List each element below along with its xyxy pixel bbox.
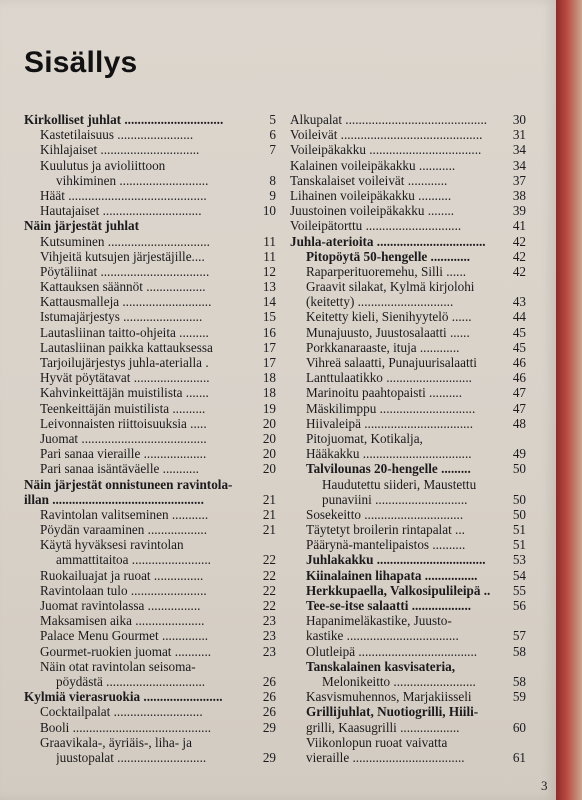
toc-entry-page: 11 — [263, 233, 276, 249]
toc-entry — [290, 492, 526, 507]
toc-entry-page: 37 — [512, 172, 526, 188]
toc-entry-title: Pari sanaa isäntäväelle ........... — [40, 461, 199, 477]
toc-entry-title: Hapanimeläkastike, Juusto- — [306, 613, 452, 629]
toc-entry-page: 14 — [262, 294, 276, 310]
toc-entry — [290, 112, 526, 127]
toc-entry — [24, 659, 276, 674]
toc-entry — [24, 689, 276, 704]
toc-entry-title: Raparperituoremehu, Silli ...... — [306, 263, 467, 279]
toc-entry-title: Pari sanaa vieraille ................... — [40, 446, 207, 462]
toc-entry-title: Voileipäkakku .................................. — [290, 142, 482, 158]
toc-entry — [290, 294, 526, 309]
toc-entry-page: 21 — [262, 522, 276, 538]
toc-entry-page: 9 — [269, 187, 276, 203]
toc-entry-title: Tanskalainen kasvisateria, — [306, 658, 456, 674]
toc-entry — [24, 674, 276, 689]
toc-entry-title: Ruokailuajat ja ruoat ............... — [40, 567, 204, 583]
toc-entry — [24, 568, 276, 583]
toc-entry — [24, 720, 276, 735]
toc-entry-page: 58 — [512, 643, 526, 659]
toc-entry-page: 21 — [262, 506, 276, 522]
toc-entry — [24, 492, 276, 507]
toc-entry-page: 47 — [512, 400, 526, 416]
toc-entry — [24, 173, 276, 188]
toc-entry-page: 26 — [262, 673, 276, 689]
toc-entry-page: 39 — [512, 203, 526, 219]
toc-entry — [290, 461, 526, 476]
toc-entry — [24, 735, 276, 750]
toc-entry-page: 23 — [262, 643, 276, 659]
toc-entry-title: Kihlajaiset .............................. — [40, 142, 200, 158]
toc-entry — [290, 340, 526, 355]
toc-entry-title: Hyvät pöytätavat ....................... — [40, 370, 210, 386]
book-cover-edge — [556, 0, 582, 800]
toc-entry — [290, 370, 526, 385]
toc-entry — [24, 750, 276, 765]
toc-entry-title: Näin otat ravintolan seisoma- — [40, 658, 196, 674]
toc-entry — [290, 568, 526, 583]
toc-entry-title: Hautajaiset .............................. — [40, 203, 202, 219]
toc-entry-page: 10 — [262, 203, 276, 219]
toc-entry-page: 17 — [262, 355, 276, 370]
toc-entry-page: 18 — [262, 370, 276, 386]
toc-entry — [24, 112, 276, 127]
toc-entry — [24, 218, 276, 233]
page-title: Sisällys — [24, 46, 138, 79]
toc-entry-title: Kiinalainen lihapata ................ — [306, 567, 478, 583]
toc-entry-title: Lautasliinan taitto-ohjeita ......... — [40, 324, 209, 340]
toc-entry-page: 20 — [262, 446, 276, 462]
toc-entry-page: 19 — [262, 400, 276, 416]
toc-entry — [290, 689, 526, 704]
toc-entry-title: vieraille .................................. — [306, 749, 465, 765]
toc-entry — [24, 704, 276, 719]
toc-entry-page: 20 — [262, 461, 276, 477]
toc-entry-title: Vihjeitä kutsujen järjestäjille.... — [40, 248, 205, 264]
toc-entry — [290, 552, 526, 567]
toc-entry-title: Lihainen voileipäkakku .......... — [290, 187, 452, 203]
toc-entry-title: Kutsuminen ............................... — [40, 233, 210, 249]
toc-entry-page: 22 — [262, 552, 276, 568]
toc-entry-title: Tanskalaiset voileivät ............ — [290, 172, 448, 188]
toc-entry-title: (keitetty) ............................. — [306, 294, 454, 310]
toc-entry-page: 46 — [512, 370, 526, 386]
toc-entry — [290, 173, 526, 188]
toc-entry-title: juustopalat ........................... — [56, 749, 207, 765]
toc-entry-title: vihkiminen ........................... — [56, 172, 209, 188]
toc-entry-page: 21 — [262, 491, 276, 507]
toc-entry-title: Gourmet-ruokien juomat ........... — [40, 643, 212, 659]
toc-entry — [24, 355, 276, 370]
toc-entry-page: 42 — [512, 248, 526, 264]
toc-entry — [24, 188, 276, 203]
toc-entry — [290, 598, 526, 613]
toc-entry-page: 44 — [512, 309, 526, 325]
toc-entry-title: Mäskilimppu ............................. — [306, 400, 476, 416]
toc-entry-title: Juustoinen voileipäkakku ........ — [290, 203, 455, 219]
toc-entry — [290, 309, 526, 324]
toc-entry-title: Booli .......................................... — [40, 719, 212, 735]
toc-entry-title: Graavit silakat, Kylmä kirjolohi — [306, 279, 475, 295]
toc-entry-title: Näin järjestät onnistuneen ravintola- — [24, 476, 233, 492]
toc-entry-page: 46 — [512, 355, 526, 370]
toc-entry-page: 22 — [262, 567, 276, 583]
toc-entry — [24, 158, 276, 173]
toc-entry-page: 42 — [512, 263, 526, 279]
toc-entry — [24, 370, 276, 385]
toc-entry — [24, 416, 276, 431]
toc-entry-title: Olutleipä .................................... — [306, 643, 478, 659]
toc-entry — [290, 416, 526, 431]
toc-entry-page: 53 — [512, 552, 526, 568]
toc-entry — [290, 158, 526, 173]
toc-entry — [24, 507, 276, 522]
toc-entry-title: Hiivaleipä ................................. — [306, 415, 474, 431]
toc-entry-title: Kahvinkeittäjän muistilista ....... — [40, 385, 209, 401]
toc-entry-title: Lanttulaatikko .......................... — [306, 370, 472, 386]
toc-entry — [290, 674, 526, 689]
toc-entry — [24, 583, 276, 598]
toc-entry — [24, 264, 276, 279]
toc-entry — [24, 461, 276, 476]
toc-entry-title: Tee-se-itse salaatti .................. — [306, 598, 472, 613]
toc-entry — [290, 431, 526, 446]
toc-entry — [24, 279, 276, 294]
toc-entry-title: Pöydän varaaminen .................. — [40, 522, 208, 538]
toc-entry-page: 15 — [262, 309, 276, 325]
toc-entry-title: Voileivät ........................................... — [290, 127, 483, 143]
toc-entry-title: Munajuusto, Juustosalaatti ...... — [306, 324, 470, 340]
toc-entry-title: Marinoitu paahtopaisti .......... — [306, 385, 463, 401]
toc-entry-page: 20 — [262, 430, 276, 446]
toc-entry-title: Teenkeittäjän muistilista .......... — [40, 400, 206, 416]
toc-entry-page: 50 — [512, 461, 526, 477]
page-number: 3 — [541, 778, 548, 793]
toc-entry — [24, 401, 276, 416]
toc-entry-title: Pitopöytä 50-hengelle ............ — [306, 248, 471, 264]
toc-entry — [24, 537, 276, 552]
toc-entry-title: Porkkanaraaste, ituja ............ — [306, 339, 460, 355]
toc-entry — [290, 446, 526, 461]
toc-entry-page: 45 — [512, 339, 526, 355]
toc-entry — [290, 203, 526, 218]
toc-entry-title: Hääkakku ................................. — [306, 446, 472, 462]
toc-entry-title: Maksamisen aika ..................... — [40, 613, 205, 629]
toc-entry — [24, 552, 276, 567]
toc-entry-page: 34 — [512, 157, 526, 173]
toc-entry-page: 29 — [262, 749, 276, 765]
toc-entry — [24, 203, 276, 218]
toc-entry — [24, 249, 276, 264]
toc-entry-title: Juomat ravintolassa ................ — [40, 598, 201, 613]
toc-entry — [290, 735, 526, 750]
toc-entry-title: Palace Menu Gourmet .............. — [40, 628, 209, 644]
toc-entry-title: Täytetyt broilerin rintapalat ... — [306, 522, 465, 538]
toc-entry-page: 23 — [262, 613, 276, 629]
toc-entry-page: 42 — [512, 233, 526, 249]
toc-entry — [290, 720, 526, 735]
toc-entry — [290, 385, 526, 400]
toc-entry-title: Häät .......................................... — [40, 187, 207, 203]
toc-entry-title: Keitetty kieli, Sienihyytelö ...... — [306, 309, 472, 325]
toc-entry-title: kastike .................................. — [306, 628, 459, 644]
toc-entry-title: Istumajärjestys ........................ — [40, 309, 203, 325]
toc-entry-page: 22 — [262, 582, 276, 598]
toc-entry-page: 6 — [269, 127, 276, 143]
toc-entry-page: 5 — [269, 112, 276, 127]
toc-entry — [24, 431, 276, 446]
toc-entry-title: Voileipätorttu ............................. — [290, 218, 462, 234]
toc-entry-page: 29 — [262, 719, 276, 735]
toc-entry-title: Kattauksen säännöt .................. — [40, 279, 206, 295]
toc-entry — [24, 446, 276, 461]
toc-entry — [290, 507, 526, 522]
toc-entry-page: 51 — [512, 537, 526, 553]
toc-entry — [290, 355, 526, 370]
toc-entry — [290, 644, 526, 659]
toc-entry-page: 47 — [512, 385, 526, 401]
toc-entry-page: 34 — [512, 142, 526, 158]
toc-entry — [290, 750, 526, 765]
toc-entry — [290, 127, 526, 142]
toc-entry-page: 17 — [262, 339, 276, 355]
toc-entry-title: Juhla-aterioita ................................. — [290, 233, 486, 249]
toc-entry-title: Kalainen voileipäkakku ........... — [290, 157, 456, 173]
toc-entry-title: Juomat ...................................... — [40, 430, 207, 446]
toc-entry — [290, 188, 526, 203]
toc-entry-title: punaviini ............................ — [322, 491, 468, 507]
toc-entry — [290, 401, 526, 416]
toc-entry-page: 12 — [262, 263, 276, 279]
toc-entry — [290, 613, 526, 628]
toc-entry-title: Pitojuomat, Kotikalja, — [306, 430, 423, 446]
toc-entry — [290, 264, 526, 279]
toc-entry-title: Käytä hyväksesi ravintolan — [40, 537, 184, 553]
toc-entry-title: pöydästä .............................. — [56, 673, 206, 689]
toc-entry-title: Melonikeitto ......................... — [322, 673, 476, 689]
toc-entry-title: Ravintolan valitseminen ........... — [40, 506, 209, 522]
toc-entry — [24, 127, 276, 142]
toc-entry-page: 18 — [262, 385, 276, 401]
toc-entry-page: 49 — [512, 446, 526, 462]
toc-entry-page: 45 — [512, 324, 526, 340]
toc-entry-page: 31 — [512, 127, 526, 143]
toc-entry-page: 22 — [262, 598, 276, 613]
toc-entry — [24, 325, 276, 340]
toc-entry-page: 59 — [512, 689, 526, 705]
toc-entry-page: 51 — [512, 522, 526, 538]
toc-entry — [290, 659, 526, 674]
toc-entry — [24, 477, 276, 492]
toc-entry-title: Cocktailpalat ........................... — [40, 704, 203, 720]
toc-entry-page: 41 — [512, 218, 526, 234]
toc-entry-title: Alkupalat ........................................... — [290, 112, 488, 127]
toc-entry — [24, 294, 276, 309]
toc-entry — [290, 583, 526, 598]
toc-entry-page: 8 — [269, 172, 276, 188]
toc-entry-title: Kastetilaisuus ....................... — [40, 127, 194, 143]
toc-entry-page: 26 — [262, 689, 276, 705]
toc-entry-title: Herkkupaella, Valkosipulileipä .. — [306, 582, 491, 598]
toc-entry — [290, 325, 526, 340]
toc-entry-title: Pöytäliinat ................................. — [40, 263, 210, 279]
toc-entry-page: 38 — [512, 187, 526, 203]
toc-entry-page: 58 — [512, 673, 526, 689]
toc-entry-title: Kylmiä vierasruokia ........................ — [24, 689, 223, 705]
toc-entry — [290, 628, 526, 643]
toc-entry-title: Sosekeitto .............................. — [306, 506, 464, 522]
toc-entry — [24, 309, 276, 324]
toc-entry-page: 13 — [262, 279, 276, 295]
toc-entry — [24, 234, 276, 249]
toc-entry — [24, 644, 276, 659]
toc-entry-page: 43 — [512, 294, 526, 310]
toc-entry-page: 56 — [512, 598, 526, 613]
toc-entry-title: Päärynä-mantelipaistos .......... — [306, 537, 466, 553]
toc-entry-page: 48 — [512, 415, 526, 431]
toc-left-column — [24, 112, 276, 765]
toc-entry-title: Grillijuhlat, Nuotiogrilli, Hiili- — [306, 704, 479, 720]
toc-entry-title: Kirkolliset juhlat .............................. — [24, 112, 224, 127]
toc-entry-title: Haudutettu siideri, Maustettu — [322, 476, 477, 492]
toc-entry — [24, 628, 276, 643]
toc-entry-page: 30 — [512, 112, 526, 127]
toc-entry-title: Viikonlopun ruoat vaivatta — [306, 734, 448, 750]
toc-entry-page: 20 — [262, 415, 276, 431]
toc-entry-page: 57 — [512, 628, 526, 644]
toc-entry — [290, 234, 526, 249]
toc-entry — [24, 598, 276, 613]
toc-entry — [290, 218, 526, 233]
toc-entry-title: Kuulutus ja avioliittoon — [40, 157, 166, 173]
toc-entry-title: Kasvismuhennos, Marjakiisseli — [306, 689, 472, 705]
toc-entry-page: 26 — [262, 704, 276, 720]
toc-entry-page: 60 — [512, 719, 526, 735]
toc-entry-title: Näin järjestät juhlat — [24, 218, 140, 234]
toc-entry — [290, 249, 526, 264]
toc-entry-page: 7 — [269, 142, 276, 158]
toc-entry — [24, 385, 276, 400]
toc-entry — [290, 279, 526, 294]
toc-entry-page: 61 — [512, 749, 526, 765]
toc-entry-title: Kattausmalleja ........................... — [40, 294, 212, 310]
toc-entry-page: 50 — [512, 506, 526, 522]
toc-entry-title: ammattitaitoa ........................ — [56, 552, 211, 568]
toc-entry — [290, 477, 526, 492]
toc-entry-title: Talvilounas 20-hengelle ......... — [306, 461, 471, 477]
toc-entry — [290, 522, 526, 537]
toc-entry-title: Juhlakakku ................................. — [306, 552, 486, 568]
toc-entry-page: 11 — [263, 248, 276, 264]
toc-entry — [24, 613, 276, 628]
toc-entry-title: Leivonnaisten riittoisuuksia ..... — [40, 415, 207, 431]
toc-entry — [24, 142, 276, 157]
toc-entry-title: Ravintolaan tulo ....................... — [40, 582, 207, 598]
toc-entry-page: 16 — [262, 324, 276, 340]
toc-entry-page: 54 — [512, 567, 526, 583]
toc-entry — [290, 704, 526, 719]
toc-entry-title: Graavikala-, äyriäis-, liha- ja — [40, 734, 192, 750]
toc-entry — [24, 522, 276, 537]
toc-entry — [290, 537, 526, 552]
toc-entry-title: illan .............................................. — [24, 491, 204, 507]
toc-entry — [290, 142, 526, 157]
toc-entry-title: Lautasliinan paikka kattauksessa — [40, 339, 213, 355]
toc-entry — [24, 340, 276, 355]
toc-entry-title: Vihreä salaatti, Punajuurisalaatti — [306, 355, 477, 370]
toc-entry-page: 23 — [262, 628, 276, 644]
toc-entry-title: Tarjoilujärjestys juhla-aterialla . — [40, 355, 209, 370]
toc-right-column — [290, 112, 526, 765]
toc-entry-page: 55 — [512, 582, 526, 598]
toc-entry-page: 50 — [512, 491, 526, 507]
toc-entry-title: grilli, Kaasugrilli .................. — [306, 719, 460, 735]
